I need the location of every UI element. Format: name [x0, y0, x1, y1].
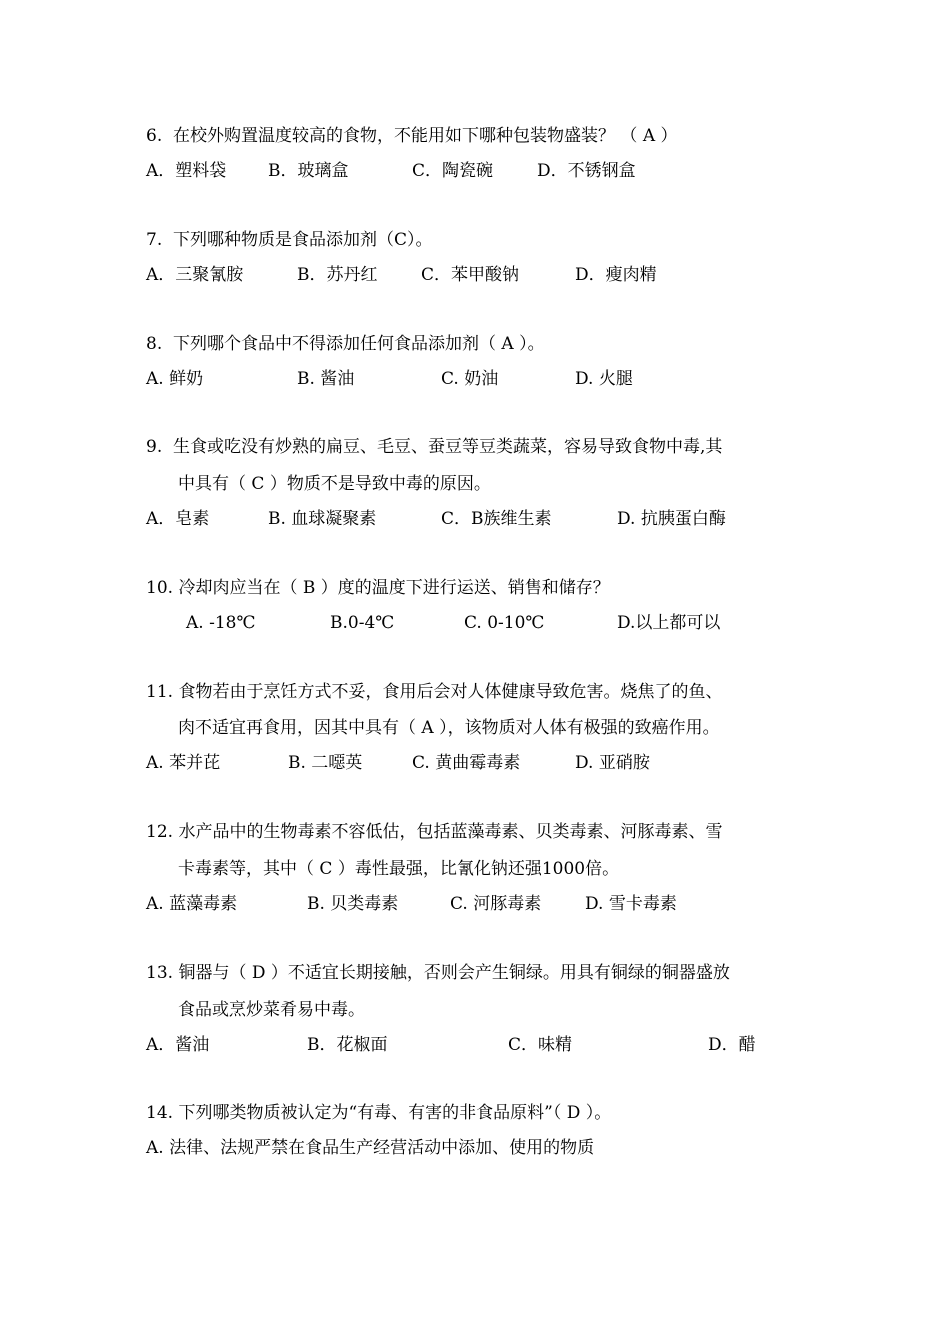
- question-12-option-b: B. 贝类毒素: [307, 894, 399, 914]
- question-13-option-a: A．酱油: [146, 1035, 210, 1055]
- question-11-option-c: C. 黄曲霉毒素: [412, 753, 521, 773]
- question-10-option-b: B.0-4℃: [330, 613, 395, 633]
- question-14-option-a: A. 法律、法规严禁在食品生产经营活动中添加、使用的物质: [146, 1138, 595, 1158]
- question-10-stem: 10. 冷却肉应当在（ B ）度的温度下进行运送、销售和储存？: [146, 578, 610, 598]
- question-7-stem: 7. 下列哪种物质是食品添加剂（C）。: [146, 230, 433, 250]
- question-8-option-a: A. 鲜奶: [146, 369, 204, 389]
- question-11-option-d: D. 亚硝胺: [575, 753, 650, 773]
- question-6-option-a: A．塑料袋: [146, 161, 227, 181]
- question-7-option-c: C．苯甲酸钠: [421, 265, 520, 285]
- question-9-option-c: C．B族维生素: [441, 509, 552, 529]
- question-9-option-b: B. 血球凝聚素: [268, 509, 377, 529]
- question-7-option-d: D．瘦肉精: [575, 265, 657, 285]
- question-8-stem: 8. 下列哪个食品中不得添加任何食品添加剂（ A ）。: [146, 334, 545, 354]
- question-6-option-c: C．陶瓷碗: [412, 161, 494, 181]
- question-12-stem-line-1: 12. 水产品中的生物毒素不容低估，包括蓝藻毒素、贝类毒素、河豚毒素、雪: [146, 822, 723, 842]
- question-11-option-a: A. 苯并芘: [146, 753, 221, 773]
- question-8-option-b: B. 酱油: [297, 369, 355, 389]
- question-14-stem: 14. 下列哪类物质被认定为“有毒、有害的非食品原料”（ D ）。: [146, 1103, 612, 1123]
- question-10-option-a: A. -18℃: [186, 613, 256, 633]
- question-8-option-d: D. 火腿: [575, 369, 633, 389]
- question-11-option-b: B. 二噁英: [288, 753, 363, 773]
- question-13-stem-line-2: 食品或烹炒菜肴易中毒。: [178, 1000, 365, 1020]
- question-7-option-a: A．三聚氰胺: [146, 265, 244, 285]
- question-12-option-a: A. 蓝藻毒素: [146, 894, 238, 914]
- question-9-option-d: D. 抗胰蛋白酶: [617, 509, 726, 529]
- question-6-option-d: D．不锈钢盒: [537, 161, 636, 181]
- question-6-option-b: B．玻璃盒: [268, 161, 349, 181]
- question-11-stem-line-1: 11. 食物若由于烹饪方式不妥，食用后会对人体健康导致危害。烧焦了的鱼、: [146, 682, 723, 702]
- question-9-option-a: A．皂素: [146, 509, 210, 529]
- question-13-option-c: C．味精: [508, 1035, 573, 1055]
- question-10-option-d: D.以上都可以: [617, 613, 721, 633]
- question-7-option-b: B．苏丹红: [297, 265, 378, 285]
- question-13-stem-line-1: 13. 铜器与（ D ）不适宜长期接触，否则会产生铜绿。用具有铜绿的铜器盛放: [146, 963, 730, 983]
- question-9-stem-line-2: 中具有（ C ）物质不是导致中毒的原因。: [178, 474, 491, 494]
- question-6-stem: 6. 在校外购置温度较高的食物，不能用如下哪种包装物盛装？ （ A ）: [146, 126, 678, 146]
- question-12-option-d: D. 雪卡毒素: [585, 894, 677, 914]
- question-12-stem-line-2: 卡毒素等，其中（ C ）毒性最强，比氰化钠还强1000倍。: [178, 859, 620, 879]
- question-13-option-d: D．醋: [708, 1035, 756, 1055]
- question-9-stem-line-1: 9. 生食或吃没有炒熟的扁豆、毛豆、蚕豆等豆类蔬菜，容易导致食物中毒,其: [146, 437, 723, 457]
- question-8-option-c: C. 奶油: [441, 369, 499, 389]
- question-12-option-c: C. 河豚毒素: [450, 894, 542, 914]
- question-13-option-b: B．花椒面: [307, 1035, 388, 1055]
- question-11-stem-line-2: 肉不适宜再食用，因其中具有（ A ），该物质对人体有极强的致癌作用。: [178, 718, 720, 738]
- question-10-option-c: C. 0-10℃: [464, 613, 545, 633]
